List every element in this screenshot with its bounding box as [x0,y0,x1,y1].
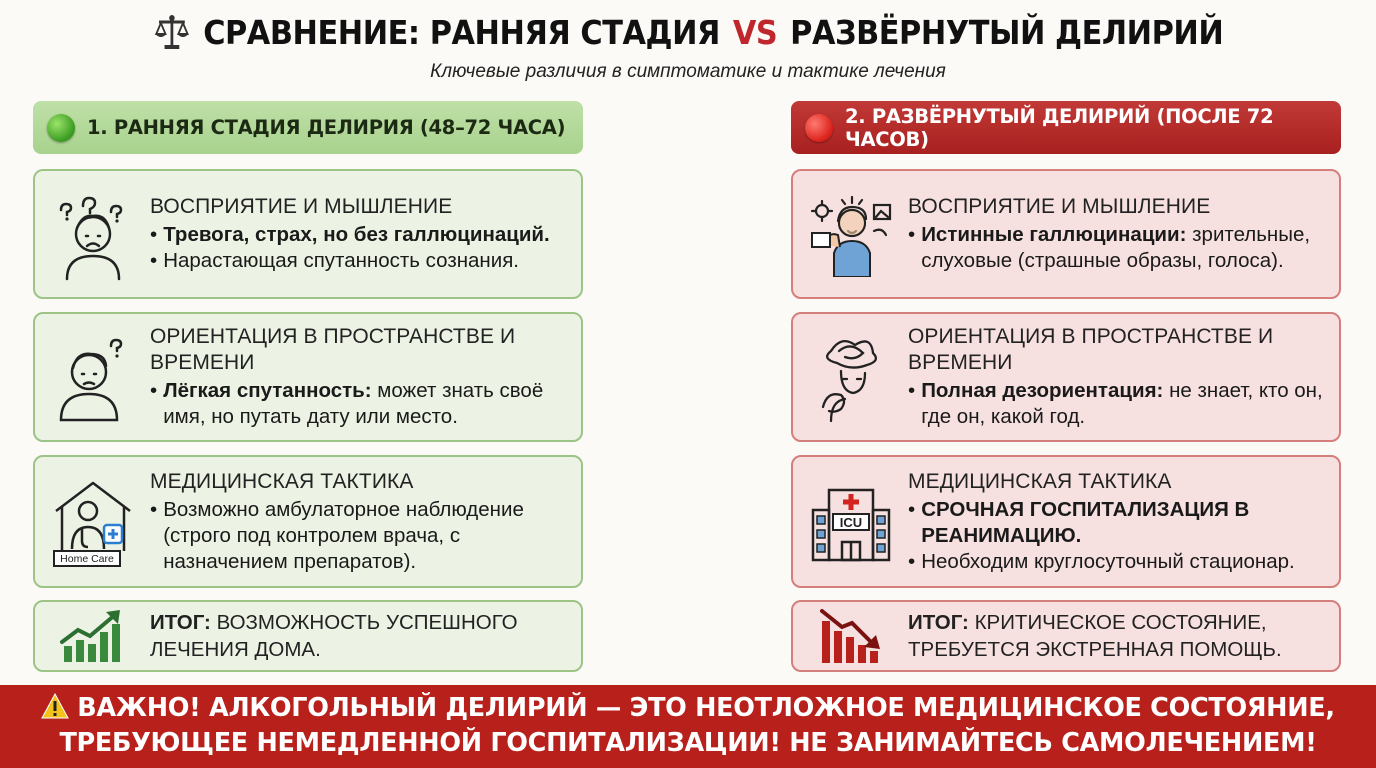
growth-chart-icon [60,608,126,664]
title-vs: VS [732,12,777,52]
questioning-person-icon [53,332,133,422]
title-part-1: СРАВНЕНИЕ: РАННЯЯ СТАДИЯ [202,12,720,52]
page-subtitle: Ключевые различия в симптоматике и тактике лечения [430,61,946,82]
warning-banner [0,685,1376,768]
card-title: ВОСПРИЯТИЕ И МЫШЛЕНИЕ [908,195,1211,218]
confused-person-icon [53,186,133,282]
icu-label: ICU [839,514,862,530]
advanced-stage-column [791,101,1341,661]
warning-line-1: ВАЖНО! АЛКОГОЛЬНЫЙ ДЕЛИРИЙ — ЭТО НЕОТЛОЖНОЕ МЕДИЦИНСКОЕ СОСТОЯНИЕ, [77,693,1335,723]
hallucinating-person-icon [808,191,894,277]
header [0,12,1376,83]
hospital-icu-icon [809,482,893,562]
home-care-icon [50,477,136,567]
early-stage-heading [33,101,583,154]
disoriented-person-icon [811,331,891,423]
early-summary-card [33,600,583,672]
advanced-perception-card [791,169,1341,299]
decline-chart-icon [818,607,884,665]
card-title: МЕДИЦИНСКАЯ ТАКТИКА [150,469,414,493]
page-title [153,12,1223,52]
bullet-item: • Необходим круглосуточный стационар. [908,549,1295,573]
summary-text: ИТОГ: КРИТИЧЕСКОЕ СОСТОЯНИЕ, ТРЕБУЕТСЯ ЭКСТРЕННАЯ ПОМОЩЬ. [908,611,1282,661]
home-care-label: Home Care [59,552,114,565]
bullet-item: • Полная дезориентация: не знает, кто он, где он, какой год. [908,379,1323,428]
advanced-stage-heading-text: 2. РАЗВЁРНУТЫЙ ДЕЛИРИЙ (ПОСЛЕ 72 ЧАСОВ) [845,104,1274,151]
bullet-item: • Возможно амбулаторное наблюдение (строго под контролем врача, с назначением препаратов). [150,497,524,573]
scales-icon [153,12,190,52]
bullet-item: • СРОЧНАЯ ГОСПИТАЛИЗАЦИЯ В РЕАНИМАЦИЮ. [908,497,1250,547]
red-dot-icon [805,114,833,142]
advanced-orientation-card [791,312,1341,442]
advanced-summary-card [791,600,1341,672]
early-stage-heading-text: 1. РАННЯЯ СТАДИЯ ДЕЛИРИЯ (48–72 ЧАСА) [87,116,566,139]
bullet-item: • Нарастающая спутанность сознания. [150,249,520,272]
card-title: ОРИЕНТАЦИЯ В ПРОСТРАНСТВЕ И ВРЕМЕНИ [908,325,1274,374]
advanced-tactics-card [791,455,1341,588]
bullet-item: • Тревога, страх, но без галлюцинаций. [150,223,550,246]
warning-line-2: ТРЕБУЮЩЕЕ НЕМЕДЛЕННОЙ ГОСПИТАЛИЗАЦИИ! НЕ ЗАНИМАЙТЕСЬ САМОЛЕЧЕНИЕМ! [59,728,1317,758]
warning-icon [41,693,69,719]
early-orientation-card [33,312,583,442]
bullet-item: • Лёгкая спутанность: может знать своё имя, но путать дату или место. [150,379,544,428]
card-title: ОРИЕНТАЦИЯ В ПРОСТРАНСТВЕ И ВРЕМЕНИ [150,325,516,374]
card-title: МЕДИЦИНСКАЯ ТАКТИКА [908,469,1172,493]
card-title: ВОСПРИЯТИЕ И МЫШЛЕНИЕ [150,195,453,218]
summary-text: ИТОГ: ВОЗМОЖНОСТЬ УСПЕШНОГО ЛЕЧЕНИЯ ДОМА. [150,611,518,661]
title-part-2: РАЗВЁРНУТЫЙ ДЕЛИРИЙ [789,12,1223,52]
advanced-stage-heading [791,101,1341,154]
green-dot-icon [47,114,75,142]
early-stage-column [33,101,583,661]
bullet-item: • Истинные галлюцинации: зрительные, слуховые (страшные образы, голоса). [908,223,1311,272]
early-tactics-card [33,455,583,588]
early-perception-card [33,169,583,299]
